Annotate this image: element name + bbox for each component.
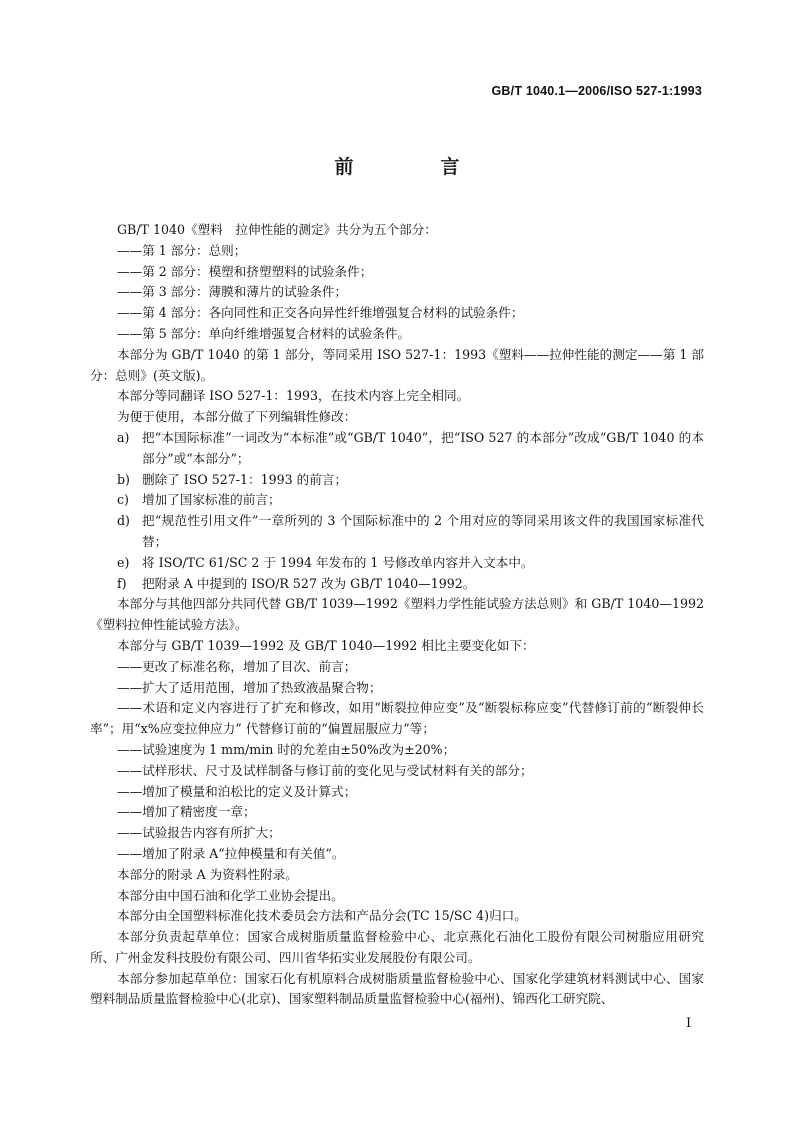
closing-paragraph: 本部分负责起草单位：国家合成树脂质量监督检验中心、北京燕化石油化工股份有限公司树脂应用研究所、广州金发科技股份有限公司、四川省华拓实业发展股份有限公司。 (90, 929, 704, 965)
adoption-paragraph: 本部分为 GB/T 1040 的第 1 部分，等同采用 ISO 527-1：1993《塑料——拉伸性能的测定——第 1 部分：总则》(英文版)。 (90, 346, 704, 383)
edit-item-label: b) (117, 471, 130, 487)
edit-item-text: 删除了 ISO 527-1：1993 的前言； (142, 471, 348, 487)
part-list-item: ——第 5 部分：单向纤维增强复合材料的试验条件。 (117, 325, 411, 341)
changes-intro-paragraph: 本部分与 GB/T 1039—1992 及 GB/T 1040—1992 相比主要变化如下： (117, 637, 535, 653)
edit-item-label: c) (117, 492, 129, 508)
intro-paragraph: GB/T 1040《塑料 拉伸性能的测定》共分为五个部分： (117, 222, 437, 237)
standard-code: GB/T 1040.1—2006/ISO 527-1:1993 (491, 84, 702, 98)
page-title: 前 言 (334, 156, 494, 178)
edit-item-label: a) (117, 429, 130, 445)
edit-item-text: 将 ISO/TC 61/SC 2 于 1994 年发布的 1 号修改单内容并入文本中。 (142, 554, 534, 570)
edit-item (90, 490, 704, 511)
foreword-body (90, 220, 704, 1010)
edit-item-text: 把“本国际标准”一词改为“本标准”或“GB/T 1040”，把“ISO 527 的本部分”改成“GB/T 1040 的本部分”或“本部分”； (142, 429, 704, 466)
translation-paragraph: 本部分等同翻译 ISO 527-1：1993，在技术内容上完全相同。 (117, 388, 470, 404)
edit-item (90, 511, 704, 553)
closing-paragraph: 本部分由全国塑料标准化技术委员会方法和产品分会(TC 15/SC 4)归口。 (117, 908, 527, 924)
closing-paragraph: 本部分由中国石油和化学工业协会提出。 (117, 887, 344, 903)
change-item: ——更改了标准名称，增加了目次、前言； (117, 658, 357, 674)
change-item: ——试验报告内容有所扩大； (117, 825, 281, 841)
change-item: ——增加了精密度一章； (117, 804, 256, 820)
edit-item-label: e) (117, 554, 130, 570)
edit-item-label: f) (117, 575, 127, 591)
edit-item-text: 把“规范性引用文件”一章所列的 3 个国际标准中的 2 个用对应的等同采用该文件的我国国家标准代替； (142, 513, 704, 549)
closing-paragraph: 本部分参加起草单位：国家石化有机原料合成树脂质量监督检验中心、国家化学建筑材料测试中心、国家塑料制品质量监督检验中心(北京)、国家塑料制品质量监督检验中心(福州)、锦西化工研究院、 (90, 970, 704, 1007)
page-number: I (686, 1016, 692, 1031)
edit-item (90, 428, 704, 470)
part-list-item: ——第 1 部分：总则； (117, 242, 247, 258)
edit-item-text: 把附录 A 中提到的 ISO/R 527 改为 GB/T 1040—1992。 (142, 575, 476, 591)
closing-paragraph: 本部分的附录 A 为资料性附录。 (117, 866, 298, 882)
edit-item (90, 574, 704, 595)
part-list-item: ——第 4 部分：各向同性和正交各向异性纤维增强复合材料的试验条件； (117, 305, 524, 321)
edit-item (90, 553, 704, 574)
change-item: ——试样形状、尺寸及试样制备与修订前的变化见与受试材料有关的部分； (117, 762, 533, 778)
change-item: ——增加了附录 A“拉伸模量和有关值”。 (117, 845, 345, 861)
change-item: ——增加了模量和泊松比的定义及计算式； (117, 783, 357, 799)
change-item: ——试验速度为 1 mm/min 时的允差由±50%改为±20%； (117, 741, 456, 757)
part-list-item: ——第 3 部分：薄膜和薄片的试验条件； (117, 284, 348, 300)
edit-item-label: d) (117, 513, 130, 529)
change-item: ——扩大了适用范围，增加了热致液晶聚合物； (117, 679, 382, 695)
part-list-item: ——第 2 部分：模塑和挤塑塑料的试验条件； (117, 263, 373, 279)
replacement-paragraph: 本部分与其他四部分共同代替 GB/T 1039—1992《塑料力学性能试验方法总则》和 GB/T 1040—1992《塑料拉伸性能试验方法》。 (90, 596, 704, 633)
edits-intro-paragraph: 为便于使用，本部分做了下列编辑性修改： (117, 409, 357, 425)
edit-item (90, 470, 704, 491)
edit-item-text: 增加了国家标准的前言； (142, 492, 281, 508)
change-item: ——术语和定义内容进行了扩充和修改，如用“断裂拉伸应变”及“断裂标称应变”代替修订前的“断裂伸长率”；用“x%应变拉伸应力” 代替修订前的“偏置屈服应力”等； (90, 700, 704, 737)
